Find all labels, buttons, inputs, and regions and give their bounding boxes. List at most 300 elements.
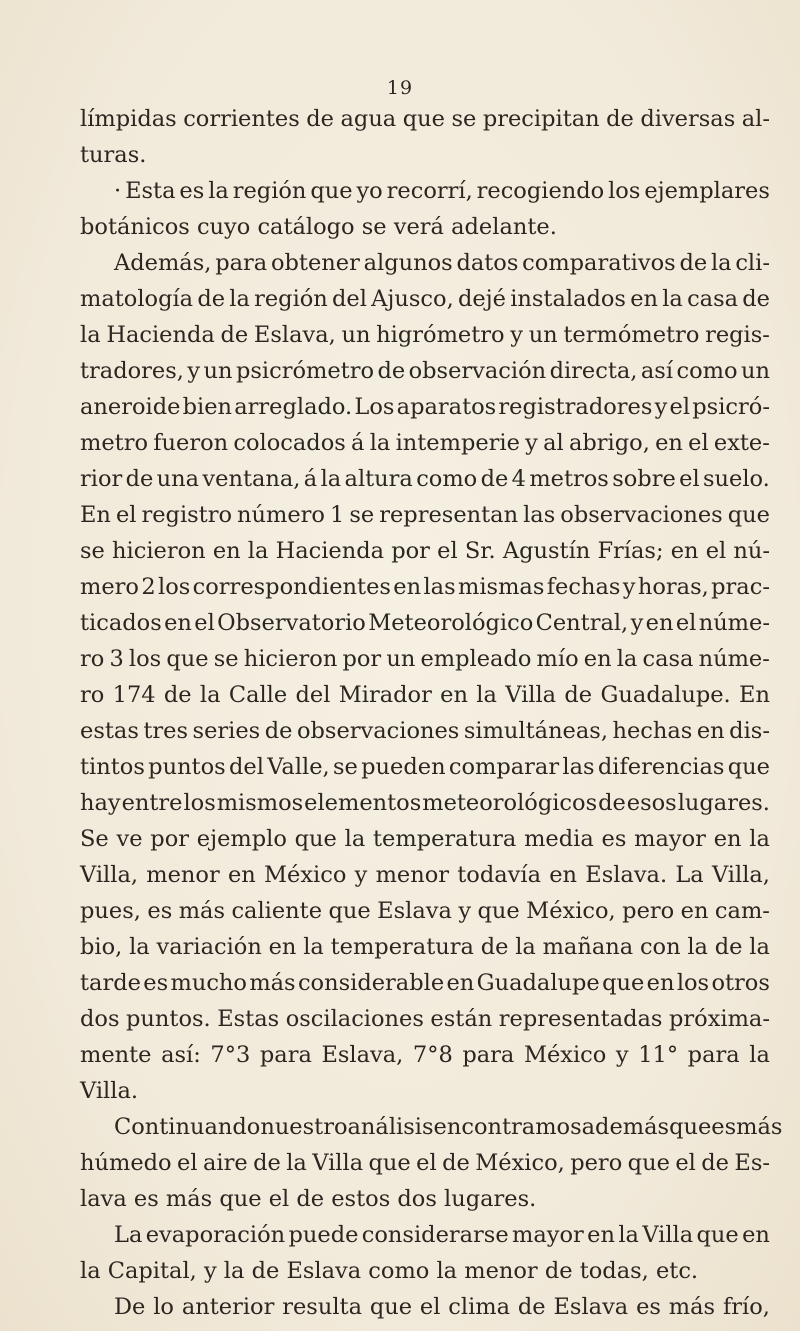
word: representadas (498, 1006, 663, 1032)
word: observación (408, 358, 547, 384)
text-line (80, 1289, 770, 1325)
word: la (369, 430, 391, 456)
text-line: botánicos cuyo catálogo se verá adelante. (80, 214, 557, 240)
text-line (80, 389, 770, 425)
word: los (128, 646, 162, 672)
word: la (476, 682, 497, 708)
word: de (742, 286, 770, 312)
word: número (237, 502, 325, 528)
text-line (80, 1109, 783, 1145)
word: el (675, 1150, 696, 1176)
word: Hacienda (106, 322, 215, 348)
word: exte- (713, 430, 770, 456)
word: un (386, 646, 416, 672)
word: 4 (511, 466, 526, 492)
word: pueden (361, 754, 446, 780)
word: estas (80, 718, 139, 744)
word: diversas (640, 106, 736, 132)
word: y (458, 898, 472, 924)
word: la (247, 538, 269, 564)
text-line: la Capital, y la de Eslava como la menor de todas, etc. (80, 1258, 699, 1284)
word: que (166, 646, 209, 672)
word: temperatura (373, 826, 517, 852)
word: los (676, 970, 710, 996)
word: psicró- (692, 394, 770, 420)
word: es (179, 178, 205, 204)
word: arreglado. (234, 394, 353, 420)
word: y (354, 862, 368, 888)
text-line (80, 425, 770, 461)
word: En (80, 502, 111, 528)
word: psicrómetro (235, 358, 374, 384)
word: que (696, 1222, 739, 1248)
word: para (462, 1042, 515, 1068)
word: · (114, 178, 122, 204)
word: 7°3 (210, 1042, 251, 1068)
word: la (303, 934, 324, 960)
word: la (208, 178, 229, 204)
word: están (430, 1006, 493, 1032)
text-line (80, 713, 770, 749)
word: al (543, 430, 564, 456)
word: el (688, 430, 709, 456)
word: de (253, 1150, 281, 1176)
word: temperatura (330, 934, 474, 960)
word: y (615, 1042, 629, 1068)
word: Guadalupe. (600, 682, 731, 708)
text-line (80, 785, 770, 821)
word: en (655, 430, 683, 456)
word: en (440, 682, 468, 708)
word: en (742, 1222, 770, 1248)
word: aire (202, 1150, 248, 1176)
word: las (423, 574, 456, 600)
word: evaporación (145, 1222, 286, 1248)
word: la (80, 322, 101, 348)
text-line (80, 821, 770, 857)
word: es (143, 970, 169, 996)
word: así (640, 358, 674, 384)
word: sobre (612, 466, 676, 492)
word: que (368, 1150, 411, 1176)
word: la (687, 934, 708, 960)
word: de (220, 322, 249, 348)
word: del (229, 754, 264, 780)
word: que (477, 898, 520, 924)
word: bio, (80, 934, 123, 960)
word: en (587, 1222, 615, 1248)
word: metros (529, 466, 609, 492)
word: 7°8 (412, 1042, 453, 1068)
word: las (562, 754, 595, 780)
text-line (80, 569, 770, 605)
word: de (606, 106, 634, 132)
word: por (342, 646, 382, 672)
word: más (249, 970, 296, 996)
word: el (419, 1294, 441, 1320)
word: un (528, 322, 558, 348)
word: en (670, 538, 699, 564)
text-line (80, 497, 770, 533)
word: Ajusco, (371, 286, 454, 312)
word: en (680, 898, 709, 924)
word: La (114, 1222, 143, 1248)
word: ejemplo (196, 826, 287, 852)
word: Mirador (338, 682, 432, 708)
word: colocados (233, 430, 346, 456)
text-line (80, 101, 770, 137)
word: anterior (181, 1294, 275, 1320)
word: Villa (505, 682, 557, 708)
word: y (630, 610, 644, 636)
word: México, (475, 1150, 565, 1176)
word: simultáneas, (463, 718, 608, 744)
word: higrómetro (376, 322, 505, 348)
word: diferencias (597, 754, 725, 780)
word: de (564, 682, 593, 708)
word: la (344, 826, 366, 852)
word: se (332, 754, 358, 780)
word: por (150, 826, 190, 852)
word: en (713, 826, 742, 852)
word: mañana (542, 934, 634, 960)
word: comparativos (522, 250, 676, 276)
word: que (294, 826, 337, 852)
word: la (618, 1222, 639, 1248)
word: un (740, 358, 770, 384)
word: media (524, 826, 594, 852)
word: México (523, 1042, 607, 1068)
word: mismos (216, 790, 304, 816)
word: en (549, 862, 578, 888)
word: los (158, 574, 191, 600)
word: Sr. (464, 538, 496, 564)
text-line (80, 1217, 770, 1253)
word: Villa, (80, 862, 139, 888)
text-line (80, 317, 770, 353)
word: una (156, 466, 200, 492)
text-line (80, 857, 770, 893)
text-line (80, 281, 770, 317)
word: Los (354, 394, 395, 420)
word: la (749, 1042, 770, 1068)
word: la (749, 826, 770, 852)
word: nú- (733, 538, 770, 564)
word: 1 (330, 502, 345, 528)
word: obtener (270, 250, 360, 276)
text-line (80, 1001, 770, 1037)
word: dos (80, 1006, 120, 1032)
word: límpidas (80, 106, 177, 132)
word: á (351, 430, 365, 456)
word: un (203, 358, 233, 384)
text-line (80, 929, 770, 965)
word: Además, (114, 250, 212, 276)
word: Guadalupe (476, 970, 600, 996)
word: la (199, 682, 221, 708)
word: intemperie (395, 430, 520, 456)
word: pero (622, 898, 675, 924)
word: de (480, 466, 509, 492)
word: Frías; (597, 538, 664, 564)
word: ventana, (202, 466, 301, 492)
word: registradores (498, 394, 653, 420)
word: que (310, 178, 353, 204)
text-line (80, 353, 770, 389)
word: que (369, 1294, 413, 1320)
word: recorrí, (386, 178, 473, 204)
word: observaciones (560, 502, 723, 528)
word: pero (570, 1150, 623, 1176)
word: casa (642, 646, 694, 672)
word: cli- (735, 250, 770, 276)
word: la (710, 250, 732, 276)
word: de (679, 250, 708, 276)
word: empleado (420, 646, 532, 672)
word: el (416, 1150, 437, 1176)
word: de (480, 934, 509, 960)
word: suelo. (702, 466, 770, 492)
word: y (510, 322, 523, 348)
word: en (164, 610, 192, 636)
word: el (679, 466, 700, 492)
word: observaciones (296, 718, 460, 744)
body-text (80, 101, 783, 1325)
word: metro (80, 430, 148, 456)
word: se (451, 106, 477, 132)
word: ro (80, 682, 105, 708)
word: 2 (141, 574, 156, 600)
word: del (332, 286, 367, 312)
word: rior (80, 466, 123, 492)
text-line (80, 1145, 770, 1181)
word: núme- (698, 610, 770, 636)
word: en (630, 286, 659, 312)
word: Continuando (114, 1114, 261, 1140)
text-line: lava es más que el de estos dos lugares. (80, 1186, 537, 1212)
word: el (115, 502, 137, 528)
word: matología (80, 286, 194, 312)
word: en (393, 574, 422, 600)
word: De (114, 1294, 146, 1320)
word: al- (741, 106, 770, 132)
word: Hacienda (275, 538, 385, 564)
word: México (263, 862, 347, 888)
text-line (80, 461, 770, 497)
word: Valle, (267, 754, 330, 780)
word: altura (344, 466, 413, 492)
word: la (286, 1150, 307, 1176)
word: la (749, 934, 770, 960)
word: y (622, 574, 636, 600)
word: en (446, 970, 475, 996)
word: en (268, 934, 297, 960)
text-line (80, 245, 770, 281)
word: Villa (312, 1150, 364, 1176)
word: mucho (170, 970, 247, 996)
word: lugares. (677, 790, 770, 816)
word: Eslava. (585, 862, 668, 888)
word: casa (687, 286, 739, 312)
word: esos (626, 790, 677, 816)
word: caliente (231, 898, 323, 924)
word: series (192, 718, 261, 744)
word: los (608, 178, 641, 204)
word: Eslava (377, 898, 452, 924)
word: de (125, 466, 154, 492)
word: el (437, 538, 458, 564)
word: Estas (217, 1006, 280, 1032)
word: para (259, 1042, 312, 1068)
word: 174 (112, 682, 156, 708)
word: ticados (80, 610, 162, 636)
text-line: Villa. (80, 1078, 139, 1104)
word: de (197, 286, 226, 312)
word: yo (356, 178, 383, 204)
word: los (183, 790, 216, 816)
word: de (264, 718, 293, 744)
word: análisis (347, 1114, 434, 1140)
word: por (391, 538, 430, 564)
text-line (80, 893, 770, 929)
word: menor (375, 862, 450, 888)
word: aparatos (396, 394, 497, 420)
word: directa, (549, 358, 638, 384)
word: es (147, 898, 173, 924)
word: es (636, 1294, 661, 1320)
word: algunos (363, 250, 453, 276)
text-line (80, 749, 770, 785)
word: mayor (512, 1222, 584, 1248)
word: de (714, 934, 743, 960)
word: En (739, 682, 770, 708)
word: es (601, 826, 627, 852)
word: más (736, 1114, 783, 1140)
word: recogiendo (476, 178, 605, 204)
word: precipitan (482, 106, 600, 132)
word: Se (80, 826, 109, 852)
word: región (232, 178, 307, 204)
word: el (194, 610, 215, 636)
word: puntos (148, 754, 226, 780)
word: y (187, 358, 201, 384)
word: que (328, 898, 371, 924)
word: agua (340, 106, 397, 132)
word: de (163, 682, 192, 708)
word: como (676, 358, 738, 384)
word: la (320, 466, 342, 492)
word: 11° (638, 1042, 679, 1068)
word: es (711, 1114, 737, 1140)
word: tradores, (80, 358, 184, 384)
word: Central, (535, 610, 629, 636)
word: como (416, 466, 478, 492)
word: la (662, 286, 683, 312)
word: fechas (546, 574, 621, 600)
word: representan (379, 502, 519, 528)
word: Esta (125, 178, 176, 204)
word: registro (141, 502, 233, 528)
word: se (213, 646, 239, 672)
word: horas, (637, 574, 709, 600)
word: La (675, 862, 704, 888)
word: tintos (80, 754, 145, 780)
word: termómetro (563, 322, 700, 348)
text-line (80, 533, 770, 569)
word: Eslava (553, 1294, 629, 1320)
word: hicieron (112, 538, 206, 564)
word: el (675, 610, 697, 636)
word: con (639, 934, 681, 960)
text-line (80, 641, 770, 677)
word: el (669, 394, 691, 420)
word: fueron (153, 430, 229, 456)
word: mío (536, 646, 579, 672)
word: frío, (722, 1294, 770, 1320)
word: resulta (282, 1294, 362, 1320)
word: más (668, 1294, 716, 1320)
word: considerarse (361, 1222, 509, 1248)
word: en (583, 646, 612, 672)
word: para (215, 250, 268, 276)
word: México, (526, 898, 616, 924)
word: aneroide (80, 394, 181, 420)
word: que (727, 502, 770, 528)
word: se (349, 502, 375, 528)
word: correspondientes (192, 574, 391, 600)
word: dis- (729, 718, 770, 744)
word: menor (146, 862, 220, 888)
word: Es- (734, 1150, 770, 1176)
word: Villa, (711, 862, 770, 888)
word: otros (711, 970, 770, 996)
word: región (254, 286, 328, 312)
word: que (402, 106, 445, 132)
text-line (80, 965, 770, 1001)
word: mero (80, 574, 139, 600)
word: más (178, 898, 225, 924)
word: Meteorológico (368, 610, 534, 636)
word: un (341, 322, 371, 348)
word: de (306, 106, 334, 132)
word: considerable (297, 970, 445, 996)
word: del (295, 682, 331, 708)
word: en (212, 538, 241, 564)
word: Observatorio (217, 610, 366, 636)
word: tarde (80, 970, 141, 996)
word: de (377, 358, 406, 384)
word: que (669, 1114, 712, 1140)
word: ro (80, 646, 105, 672)
word: el (705, 538, 727, 564)
text-line (80, 677, 770, 713)
word: puede (288, 1222, 359, 1248)
word: mismas (458, 574, 545, 600)
word: para (687, 1042, 740, 1068)
word: en (696, 718, 725, 744)
word: pues, (80, 898, 141, 924)
word: meteorológicos (422, 790, 598, 816)
word: de (442, 1150, 470, 1176)
word: mayor (634, 826, 706, 852)
word: húmedo (80, 1150, 172, 1176)
word: nuestro (260, 1114, 348, 1140)
word: se (80, 538, 105, 564)
word: las (523, 502, 556, 528)
word: abrigo, (568, 430, 650, 456)
text-line (80, 173, 770, 209)
word: de (598, 790, 626, 816)
